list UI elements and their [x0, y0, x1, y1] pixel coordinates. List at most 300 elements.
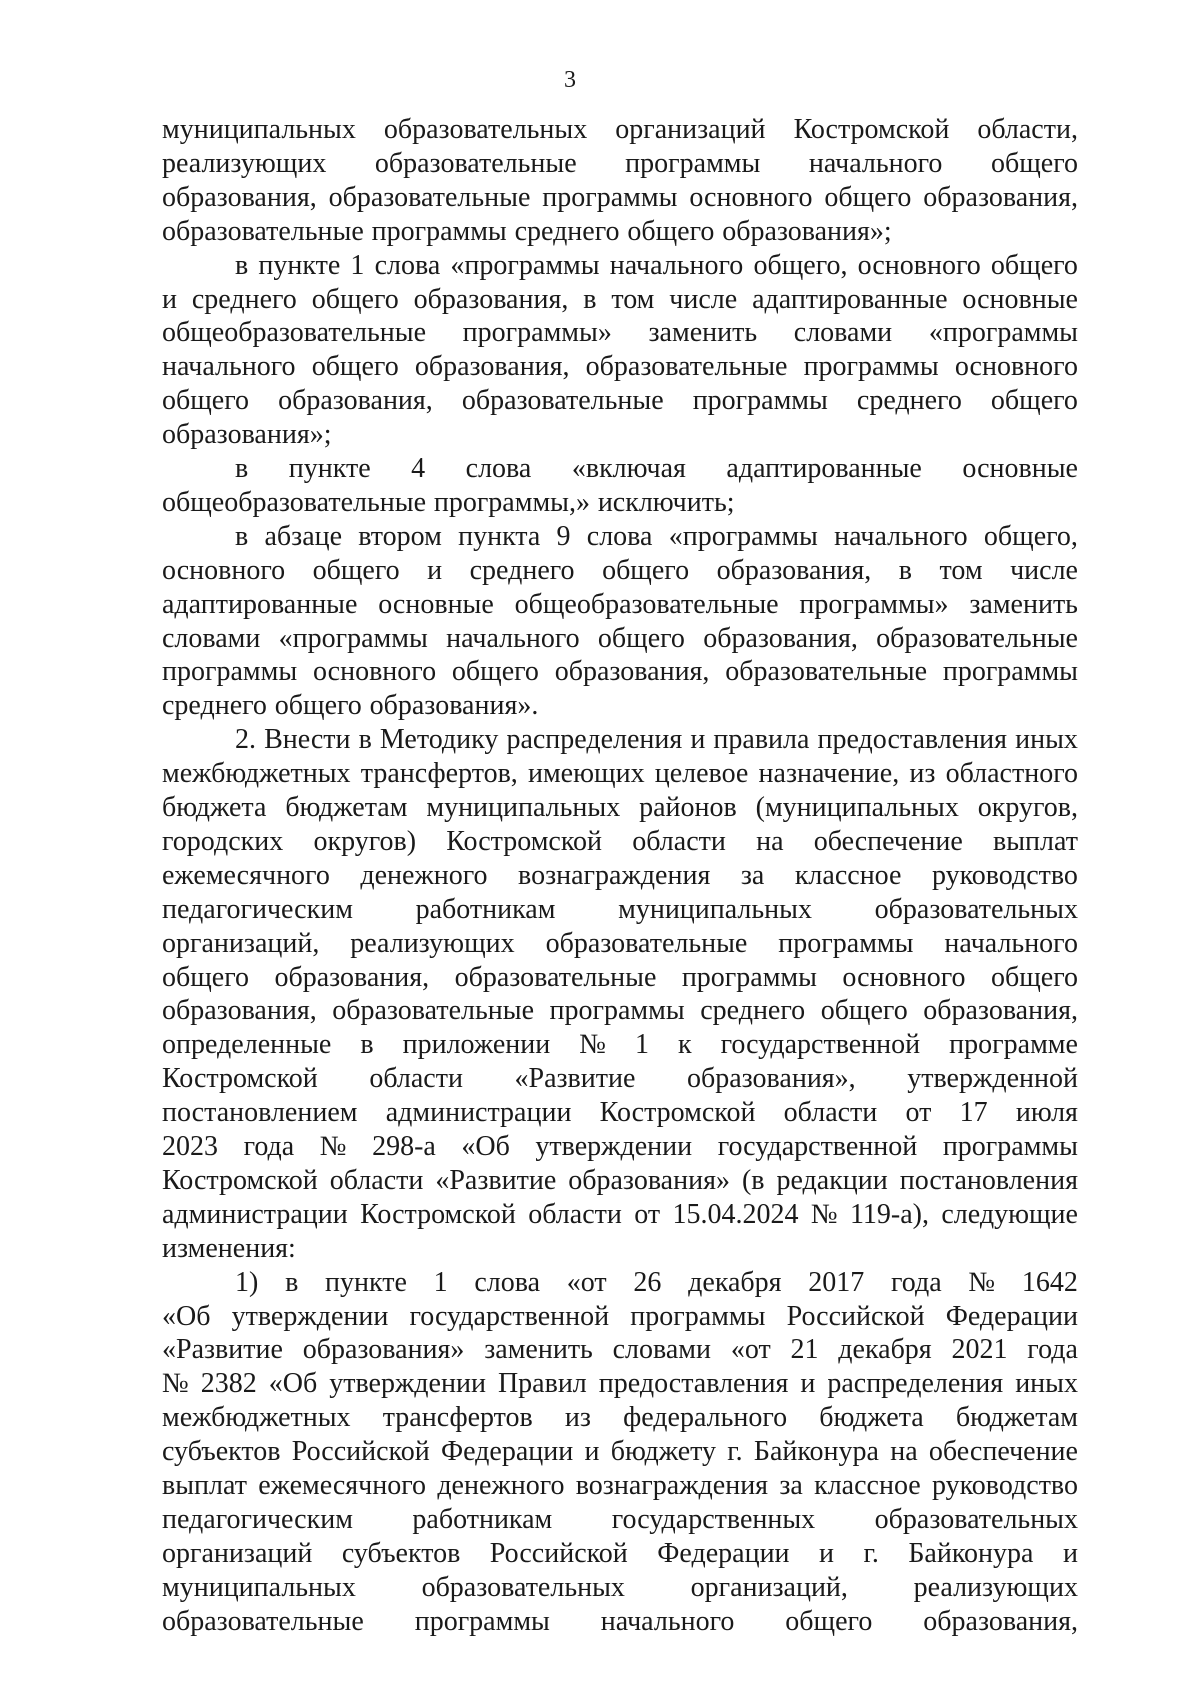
word: распределения	[506, 724, 683, 756]
word: Костромской	[162, 1164, 318, 1196]
word: ежемесячного	[258, 1470, 427, 1501]
word: в	[285, 1266, 299, 1298]
word: года	[243, 1131, 295, 1162]
word: реализующих	[162, 147, 327, 179]
word: общего	[785, 1605, 873, 1637]
word: «Об	[162, 1300, 211, 1332]
word: основного	[842, 961, 966, 993]
word: образования»	[302, 1334, 465, 1366]
word: основного	[857, 249, 981, 281]
word: общего	[990, 961, 1078, 993]
word: 17	[959, 1097, 988, 1129]
word: образования»;	[162, 419, 332, 451]
text-line	[235, 454, 1078, 484]
word: адаптированные	[162, 588, 358, 620]
word: в	[235, 453, 249, 484]
word: субъектов	[162, 1436, 281, 1468]
text-line	[162, 996, 1078, 1026]
word: программы»	[462, 317, 612, 349]
word: к	[677, 1029, 692, 1061]
word: муниципальных	[426, 792, 621, 823]
word: программы	[542, 181, 678, 213]
word: следующие	[941, 1198, 1078, 1230]
text-line	[162, 1369, 1078, 1399]
word: обеспечение	[928, 1436, 1078, 1468]
word: и	[819, 1537, 835, 1569]
text-line	[162, 318, 1078, 348]
word: г.	[727, 1436, 743, 1468]
word: Костромской	[360, 1198, 516, 1230]
word: организаций	[615, 114, 766, 145]
word: общего,	[753, 249, 848, 281]
word: утверждении	[329, 1368, 486, 1400]
word: программы	[942, 656, 1078, 688]
word: общего	[162, 961, 250, 993]
word: июля	[1015, 1097, 1078, 1129]
word: «от	[730, 1334, 771, 1366]
word: образования,	[413, 283, 569, 315]
word: числе	[669, 283, 738, 315]
word: №	[968, 1266, 996, 1298]
word: образования,	[923, 995, 1078, 1027]
word: среднего	[191, 283, 297, 315]
word: общего	[312, 554, 400, 586]
word: образования,	[923, 1605, 1078, 1637]
word: денежного	[437, 1470, 565, 1501]
word: округов)	[313, 825, 417, 857]
text-line	[162, 488, 1078, 518]
text-line	[162, 793, 1078, 823]
word: классное	[794, 859, 902, 891]
word: пункта	[458, 520, 541, 552]
word: и	[162, 283, 177, 315]
word: Российской	[489, 1537, 628, 1569]
word: и	[1062, 1537, 1078, 1569]
word: абзаце	[264, 520, 343, 552]
text-line	[162, 1030, 1078, 1060]
word: заменить	[648, 317, 758, 349]
page-number: 3	[564, 67, 576, 93]
word: денежного	[360, 859, 488, 891]
word: выплат	[162, 1470, 247, 1501]
word: пункте	[325, 1266, 407, 1298]
word: 15.04.2024	[672, 1198, 799, 1230]
text-line	[162, 1200, 1078, 1230]
word: заменить	[484, 1334, 593, 1366]
word: и	[584, 1436, 600, 1468]
word: начального	[446, 622, 580, 654]
word: образовательные	[461, 385, 664, 417]
word: Российской	[786, 1300, 925, 1332]
word: начального	[808, 147, 943, 179]
text-line	[162, 929, 1078, 959]
text-line	[162, 1132, 1078, 1162]
word: «Об	[461, 1131, 510, 1162]
word: основные	[962, 283, 1078, 315]
word: 1642	[1021, 1266, 1078, 1298]
word: общего	[990, 249, 1078, 281]
word: руководство	[931, 1470, 1078, 1501]
word: Байконура	[908, 1537, 1034, 1569]
text-line	[162, 590, 1078, 620]
word: из	[909, 758, 936, 790]
word: образовательные	[328, 181, 531, 213]
word: федерального	[623, 1402, 788, 1434]
word: работникам	[415, 893, 556, 925]
text-line	[162, 1335, 1078, 1365]
word: программы	[692, 385, 828, 417]
text-line	[162, 1098, 1078, 1128]
text-line	[162, 895, 1078, 925]
word: бюджетам	[955, 1402, 1078, 1434]
word: образования»,	[686, 1063, 856, 1095]
word: Федерации	[657, 1537, 790, 1569]
text-line	[162, 759, 1078, 789]
word: в	[358, 724, 372, 756]
word: Костромской	[599, 1097, 756, 1129]
word: муниципальных	[162, 1571, 356, 1603]
word: общего	[597, 622, 685, 654]
word: №	[162, 1368, 189, 1400]
word: работникам	[412, 1503, 553, 1535]
text-line	[162, 285, 1078, 315]
word: утвержденной	[907, 1063, 1078, 1095]
word: трансфертов	[382, 1402, 533, 1434]
word: районов	[639, 792, 737, 823]
word: слова	[474, 1266, 541, 1298]
word: образовательные	[545, 927, 748, 959]
word: декабря	[688, 1266, 782, 1298]
word: образования»	[568, 1164, 730, 1196]
text-line	[235, 251, 1078, 281]
word: общего	[824, 181, 912, 213]
word: утверждении	[535, 1131, 693, 1162]
word: «программы	[928, 317, 1078, 349]
word: реализующих	[350, 927, 515, 959]
word: основные	[378, 588, 494, 620]
word: Костромской	[446, 825, 603, 857]
word: 1	[433, 1266, 448, 1298]
word: образовательные	[876, 622, 1078, 654]
text-line	[162, 1607, 1078, 1637]
word: в	[235, 520, 249, 552]
word: из	[564, 1402, 591, 1434]
word: Байконура	[753, 1436, 879, 1468]
word: словами	[612, 1334, 712, 1366]
word: и	[690, 724, 706, 756]
word: области	[783, 1097, 878, 1129]
word: Правил	[497, 1368, 587, 1400]
word: образования,	[716, 554, 872, 586]
word: начального	[944, 927, 1078, 959]
word: Костромской	[162, 1063, 318, 1095]
text-line	[162, 624, 1078, 654]
word: 1	[634, 1029, 649, 1061]
word: основного	[162, 554, 286, 586]
word: распределения	[827, 1368, 1004, 1400]
word: г.	[863, 1537, 879, 1569]
word: основные	[962, 453, 1078, 484]
word: трансфертов,	[360, 758, 518, 790]
word: «программы	[278, 622, 428, 654]
word: области	[329, 1164, 424, 1196]
word: втором	[358, 520, 442, 552]
word: образования,	[703, 622, 858, 654]
word: и	[800, 1368, 816, 1400]
word: начального	[834, 520, 968, 552]
word: образования,	[923, 181, 1078, 213]
text-line	[235, 522, 1078, 552]
word: 119-а),	[849, 1198, 929, 1230]
word: ежемесячного	[162, 859, 330, 891]
word: общего	[990, 385, 1078, 417]
word: иных	[1015, 724, 1078, 756]
word: программы»	[799, 588, 949, 620]
word: среднего	[162, 690, 267, 722]
word: №	[810, 1198, 838, 1230]
word: года	[1027, 1334, 1078, 1366]
word: общеобразовательные	[162, 317, 426, 349]
word: общего	[602, 554, 690, 586]
word: государственной	[409, 1300, 610, 1332]
word: в	[235, 249, 249, 281]
word: начального	[609, 249, 744, 281]
word: том	[939, 554, 983, 586]
word: числе	[1010, 554, 1078, 586]
word: общего	[820, 995, 908, 1027]
word: начального	[600, 1605, 735, 1637]
word: области,	[977, 114, 1078, 145]
word: (муниципальных	[755, 792, 959, 823]
word: словами	[162, 622, 261, 654]
word: общего	[990, 147, 1078, 179]
text-line	[162, 657, 1078, 687]
word: основного	[689, 181, 813, 213]
word: вознаграждения	[575, 1470, 769, 1501]
word: государственной	[720, 1029, 921, 1061]
word: 2021	[951, 1334, 1008, 1366]
word: бюджету	[610, 1436, 717, 1468]
word: муниципальных	[618, 893, 812, 925]
word: 26	[633, 1266, 662, 1298]
word: том	[611, 283, 655, 315]
word: программы	[942, 1131, 1078, 1162]
word: межбюджетных	[162, 758, 351, 790]
word: 1)	[235, 1266, 259, 1298]
word: 2023	[162, 1131, 218, 1162]
word: на	[890, 1436, 918, 1468]
word: образования,	[554, 656, 710, 688]
word: в	[360, 1029, 374, 1061]
word: общеобразовательные	[514, 588, 779, 620]
word: образования,	[278, 385, 433, 417]
word: слова	[374, 249, 441, 281]
word: образования,	[274, 961, 430, 993]
text-line	[235, 1268, 1078, 1298]
word: Костромской	[793, 114, 950, 145]
word: 2017	[808, 1266, 865, 1298]
word: Федерации	[441, 1436, 574, 1468]
word: №	[579, 1029, 606, 1061]
text-line	[162, 149, 1078, 179]
word: программы	[371, 215, 507, 247]
word: назначение,	[758, 758, 900, 790]
word: в	[898, 554, 913, 586]
word: предоставления	[598, 1368, 789, 1400]
word: «программы	[450, 249, 600, 281]
word: обеспечение	[813, 825, 963, 857]
word: редакции	[776, 1164, 888, 1196]
word: образовательные	[332, 995, 534, 1027]
word: начального	[162, 351, 296, 383]
word: организаций,	[162, 927, 320, 959]
word: среднего	[856, 385, 962, 417]
word: года	[891, 1266, 942, 1298]
word: Методику	[379, 724, 499, 756]
word: 4	[411, 453, 426, 484]
word: адаптированные	[752, 283, 948, 315]
word: и	[427, 554, 443, 586]
word: Внести	[264, 724, 351, 756]
word: образовательных	[874, 1503, 1078, 1535]
word: выплат	[993, 825, 1078, 857]
word: образовательные	[454, 961, 657, 993]
word: постановлением	[162, 1097, 358, 1129]
word: (в	[741, 1164, 765, 1196]
word: бюджета	[819, 1402, 924, 1434]
word: программы	[162, 656, 298, 688]
word: общеобразовательные	[162, 486, 426, 518]
word: области	[632, 825, 726, 857]
word: программы	[778, 927, 914, 959]
word: образования,	[162, 995, 317, 1027]
word: определенные	[162, 1029, 332, 1061]
word: образовательные	[585, 351, 788, 383]
text-line	[162, 183, 1078, 213]
word: округов,	[977, 792, 1078, 823]
word: целевое	[654, 758, 749, 790]
word: общего	[627, 215, 715, 247]
text-line	[162, 1437, 1078, 1467]
word: «Развитие	[162, 1334, 283, 1366]
word: за	[740, 859, 765, 891]
word: основного	[954, 351, 1078, 383]
word: государственной	[717, 1131, 918, 1162]
word: адаптированные	[726, 453, 922, 484]
word: «от	[566, 1266, 607, 1298]
word: 1	[350, 249, 365, 281]
word: изменения:	[162, 1232, 296, 1264]
word: 2.	[235, 724, 256, 756]
word: от	[634, 1198, 661, 1230]
word: правила	[713, 724, 810, 756]
word: программы	[803, 351, 939, 383]
word: от	[905, 1097, 932, 1129]
word: образовательные	[162, 215, 364, 247]
text-line	[162, 963, 1078, 993]
word: за	[779, 1470, 803, 1501]
word: программы	[549, 995, 685, 1027]
word: утверждении	[231, 1300, 389, 1332]
word: иных	[1015, 1368, 1078, 1400]
word: образовательных	[383, 114, 588, 145]
word: общего	[451, 656, 539, 688]
word: межбюджетных	[162, 1402, 351, 1434]
word: классное	[814, 1470, 921, 1501]
text-line	[162, 352, 1078, 382]
word: 21	[790, 1334, 819, 1366]
word: образовательных	[421, 1571, 625, 1603]
word: субъектов	[341, 1537, 461, 1569]
word: программы	[414, 1605, 550, 1637]
word: администрации	[162, 1198, 348, 1230]
word: на	[756, 825, 784, 857]
word: программы	[625, 147, 761, 179]
word: общего	[311, 351, 399, 383]
word: программе	[949, 1029, 1078, 1061]
word: образования».	[369, 690, 539, 722]
word: Российской	[291, 1436, 430, 1468]
word: программы,»	[433, 486, 590, 518]
word: муниципальных	[162, 114, 356, 145]
word: слова	[465, 453, 532, 484]
word: среднего	[700, 995, 806, 1027]
word: реализующих	[913, 1571, 1078, 1603]
word: руководство	[931, 859, 1078, 891]
word: постановления	[899, 1164, 1078, 1196]
text-line	[162, 1166, 1078, 1196]
text-line	[162, 1539, 1078, 1569]
word: программы	[681, 961, 817, 993]
word: «включая	[571, 453, 686, 484]
word: городских	[162, 825, 284, 857]
text-line	[162, 1505, 1078, 1535]
text-line	[162, 556, 1078, 586]
word: общего	[311, 283, 399, 315]
text-line	[162, 827, 1078, 857]
text-line	[162, 1302, 1078, 1332]
text-line	[162, 1573, 1078, 1603]
word: 2382	[200, 1368, 257, 1400]
word: педагогическим	[162, 1503, 353, 1535]
word: предоставления	[817, 724, 1008, 756]
word: приложении	[402, 1029, 551, 1061]
word: области	[369, 1063, 463, 1095]
word: 9	[556, 520, 571, 552]
word: 298-а	[372, 1131, 436, 1162]
word: программы	[630, 1300, 766, 1332]
text-line	[162, 861, 1078, 891]
word: пункте	[258, 249, 341, 281]
word: области	[528, 1198, 622, 1230]
word: декабря	[838, 1334, 932, 1366]
word: имеющих	[527, 758, 645, 790]
word: «программы	[668, 520, 818, 552]
word: словами	[793, 317, 893, 349]
word: бюджета	[162, 792, 267, 823]
word: Федерации	[945, 1300, 1078, 1332]
word: образовательные	[725, 656, 928, 688]
word: образовательных	[874, 893, 1078, 925]
word: образовательные	[374, 147, 577, 179]
word: образования,	[162, 181, 317, 213]
word: государственных	[611, 1503, 816, 1535]
word: организаций,	[690, 1571, 848, 1603]
word: «Развитие	[514, 1063, 636, 1095]
word: «Об	[268, 1368, 318, 1400]
word: среднего	[469, 554, 575, 586]
text-line	[162, 691, 1078, 721]
